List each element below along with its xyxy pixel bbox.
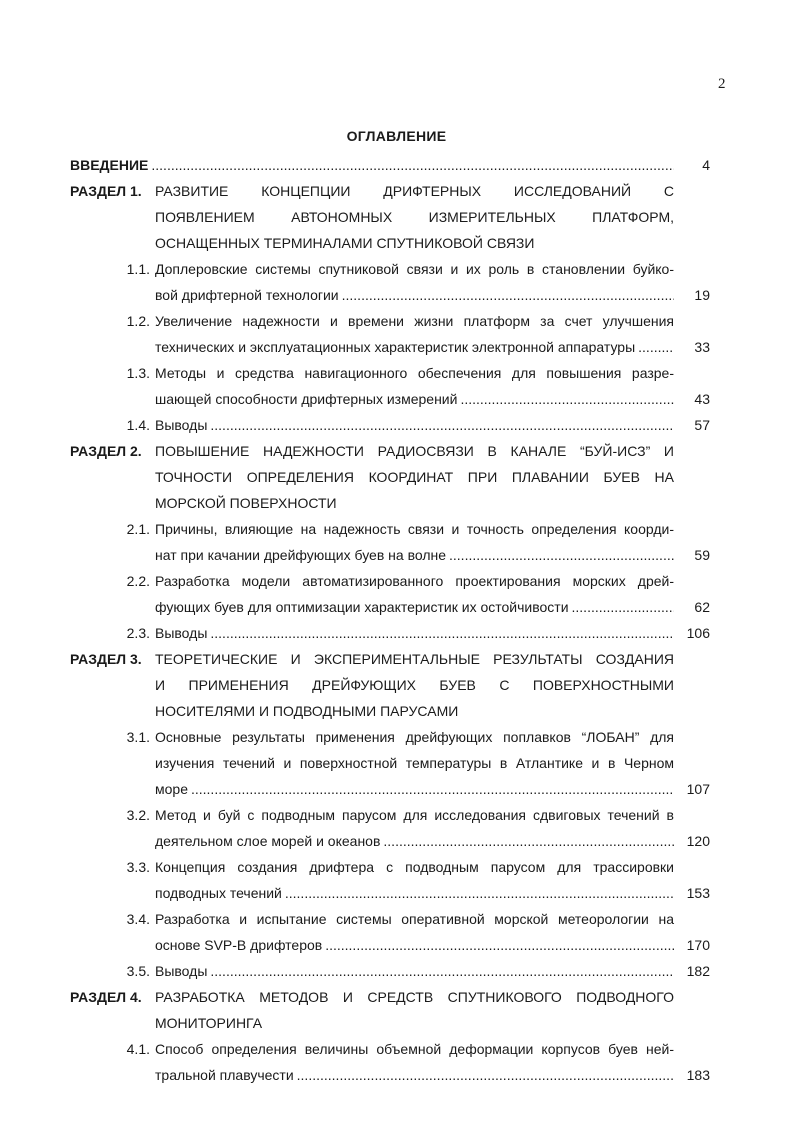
subsection-line (155, 880, 674, 906)
subsection-line-text: деятельном слое морей и океанов (155, 833, 381, 849)
subsection-line-text: Выводы (155, 625, 208, 641)
subsection-line: Причины, влияющие на надежность связи и точность определения коорди- (155, 521, 674, 537)
section-label: РАЗДЕЛ 1. (70, 183, 142, 199)
subsection-line-text: Выводы (155, 417, 208, 433)
section-title-line: НОСИТЕЛЯМИ И ПОДВОДНЫМИ ПАРУСАМИ (155, 703, 459, 719)
subsection-line (155, 282, 674, 308)
section-label: РАЗДЕЛ 4. (70, 989, 142, 1005)
dot-leader (322, 932, 674, 958)
dot-leader (207, 412, 674, 438)
subsection-line-text: море (155, 781, 188, 797)
subsection-line-text: технических и эксплуатационных характеристик электронной аппаратуры (155, 339, 636, 355)
subsection-line-text: нат при качании дрейфующих буев на волне (155, 547, 447, 563)
subsection-page: 33 (694, 339, 710, 355)
subsection-line: Увеличение надежности и времени жизни платформ за счет улучшения (155, 313, 674, 329)
subsection-page: 57 (694, 417, 710, 433)
subsection-line: Доплеровские системы спутниковой связи и их роль в становлении буйко- (155, 261, 674, 277)
subsection-line (155, 958, 674, 984)
intro-label-text: ВВЕДЕНИЕ (70, 157, 149, 173)
subsection-page: 19 (694, 287, 710, 303)
subsection-number: 1.2. (126, 313, 150, 329)
dot-leader (457, 386, 674, 412)
dot-leader (339, 282, 674, 308)
subsection-number: 3.5. (126, 963, 150, 979)
dot-leader (446, 542, 674, 568)
toc-heading: ОГЛАВЛЕНИЕ (346, 128, 447, 144)
subsection-line (155, 620, 674, 646)
subsection-line (155, 386, 674, 412)
subsection-page: 43 (694, 391, 710, 407)
subsection-line (155, 594, 674, 620)
dot-leader (635, 334, 674, 360)
subsection-line (155, 776, 674, 802)
subsection-number: 1.1. (126, 261, 150, 277)
subsection-line (155, 1062, 674, 1088)
dot-leader (569, 594, 674, 620)
subsection-page: 170 (686, 937, 710, 953)
subsection-line (155, 542, 674, 568)
subsection-line-text: вой дрифтерной технологии (155, 287, 339, 303)
subsection-page: 107 (686, 781, 710, 797)
subsection-line-text: подводных течений (155, 885, 282, 901)
subsection-line (155, 828, 674, 854)
subsection-number: 3.1. (126, 729, 150, 745)
subsection-line: Метод и буй с подводным парусом для исследования сдвиговых течений в (155, 807, 674, 823)
subsection-line: Разработка и испытание системы оперативной морской метеорологии на (155, 911, 674, 927)
dot-leader (380, 828, 674, 854)
subsection-line-text: шающей способности дрифтерных измерений (155, 391, 458, 407)
subsection-number: 3.2. (126, 807, 150, 823)
subsection-line (155, 932, 674, 958)
section-title-line: РАЗВИТИЕ КОНЦЕПЦИИ ДРИФТЕРНЫХ ИССЛЕДОВАНИЙ С (155, 183, 674, 199)
intro-label[interactable] (70, 152, 674, 178)
subsection-page: 62 (694, 599, 710, 615)
subsection-line-text: фующих буев для оптимизации характеристик их остойчивости (155, 599, 569, 615)
subsection-line: Основные результаты применения дрейфующих поплавков “ЛОБАН” для (155, 729, 674, 745)
subsection-number: 1.4. (126, 417, 150, 433)
dot-leader (282, 880, 674, 906)
section-title-line: ПОЯВЛЕНИЕМ АВТОНОМНЫХ ИЗМЕРИТЕЛЬНЫХ ПЛАТФОРМ, (155, 209, 674, 225)
subsection-page: 153 (686, 885, 710, 901)
subsection-number: 3.3. (126, 859, 150, 875)
subsection-number: 3.4. (126, 911, 150, 927)
subsection-line-text: Выводы (155, 963, 208, 979)
subsection-line: Разработка модели автоматизированного проектирования морских дрей- (155, 573, 674, 589)
dot-leader (207, 958, 674, 984)
subsection-line: изучения течений и поверхностной температуры в Атлантике и в Черном (155, 755, 674, 771)
section-title-line: МОРСКОЙ ПОВЕРХНОСТИ (155, 495, 337, 511)
subsection-line: Методы и средства навигационного обеспечения для повышения разре- (155, 365, 674, 381)
dot-leader (148, 152, 674, 178)
subsection-page: 182 (686, 963, 710, 979)
section-title-line: ОСНАЩЕННЫХ ТЕРМИНАЛАМИ СПУТНИКОВОЙ СВЯЗИ (155, 235, 535, 251)
subsection-line: Концепция создания дрифтера с подводным парусом для трассировки (155, 859, 674, 875)
section-title-line: РАЗРАБОТКА МЕТОДОВ И СРЕДСТВ СПУТНИКОВОГО ПОДВОДНОГО (155, 989, 674, 1005)
dot-leader (294, 1062, 674, 1088)
section-label: РАЗДЕЛ 3. (70, 651, 142, 667)
subsection-line-text: основе SVP-B дрифтеров (155, 937, 323, 953)
section-title-line: МОНИТОРИНГА (155, 1015, 263, 1031)
subsection-line (155, 334, 674, 360)
dot-leader (207, 620, 674, 646)
section-title-line: ПОВЫШЕНИЕ НАДЕЖНОСТИ РАДИОСВЯЗИ В КАНАЛЕ “БУЙ-ИСЗ” И (155, 443, 674, 459)
subsection-page: 106 (686, 625, 710, 641)
subsection-line-text: тральной плавучести (155, 1067, 294, 1083)
subsection-number: 1.3. (126, 365, 150, 381)
section-title-line: И ПРИМЕНЕНИЯ ДРЕЙФУЮЩИХ БУЕВ С ПОВЕРХНОСТНЫМИ (155, 677, 674, 693)
dot-leader (188, 776, 674, 802)
subsection-page: 59 (694, 547, 710, 563)
subsection-page: 120 (686, 833, 710, 849)
subsection-page: 183 (686, 1067, 710, 1083)
subsection-line: Способ определения величины объемной деформации корпусов буев ней- (155, 1041, 674, 1057)
subsection-line (155, 412, 674, 438)
page-number: 2 (718, 76, 726, 92)
section-title-line: ТЕОРЕТИЧЕСКИЕ И ЭКСПЕРИМЕНТАЛЬНЫЕ РЕЗУЛЬТАТЫ СОЗДАНИЯ (155, 651, 674, 667)
section-label: РАЗДЕЛ 2. (70, 443, 142, 459)
subsection-number: 2.1. (126, 521, 150, 537)
subsection-number: 2.3. (126, 625, 150, 641)
intro-page: 4 (702, 157, 710, 173)
subsection-number: 4.1. (126, 1041, 150, 1057)
subsection-number: 2.2. (126, 573, 150, 589)
section-title-line: ТОЧНОСТИ ОПРЕДЕЛЕНИЯ КООРДИНАТ ПРИ ПЛАВАНИИ БУЕВ НА (155, 469, 674, 485)
